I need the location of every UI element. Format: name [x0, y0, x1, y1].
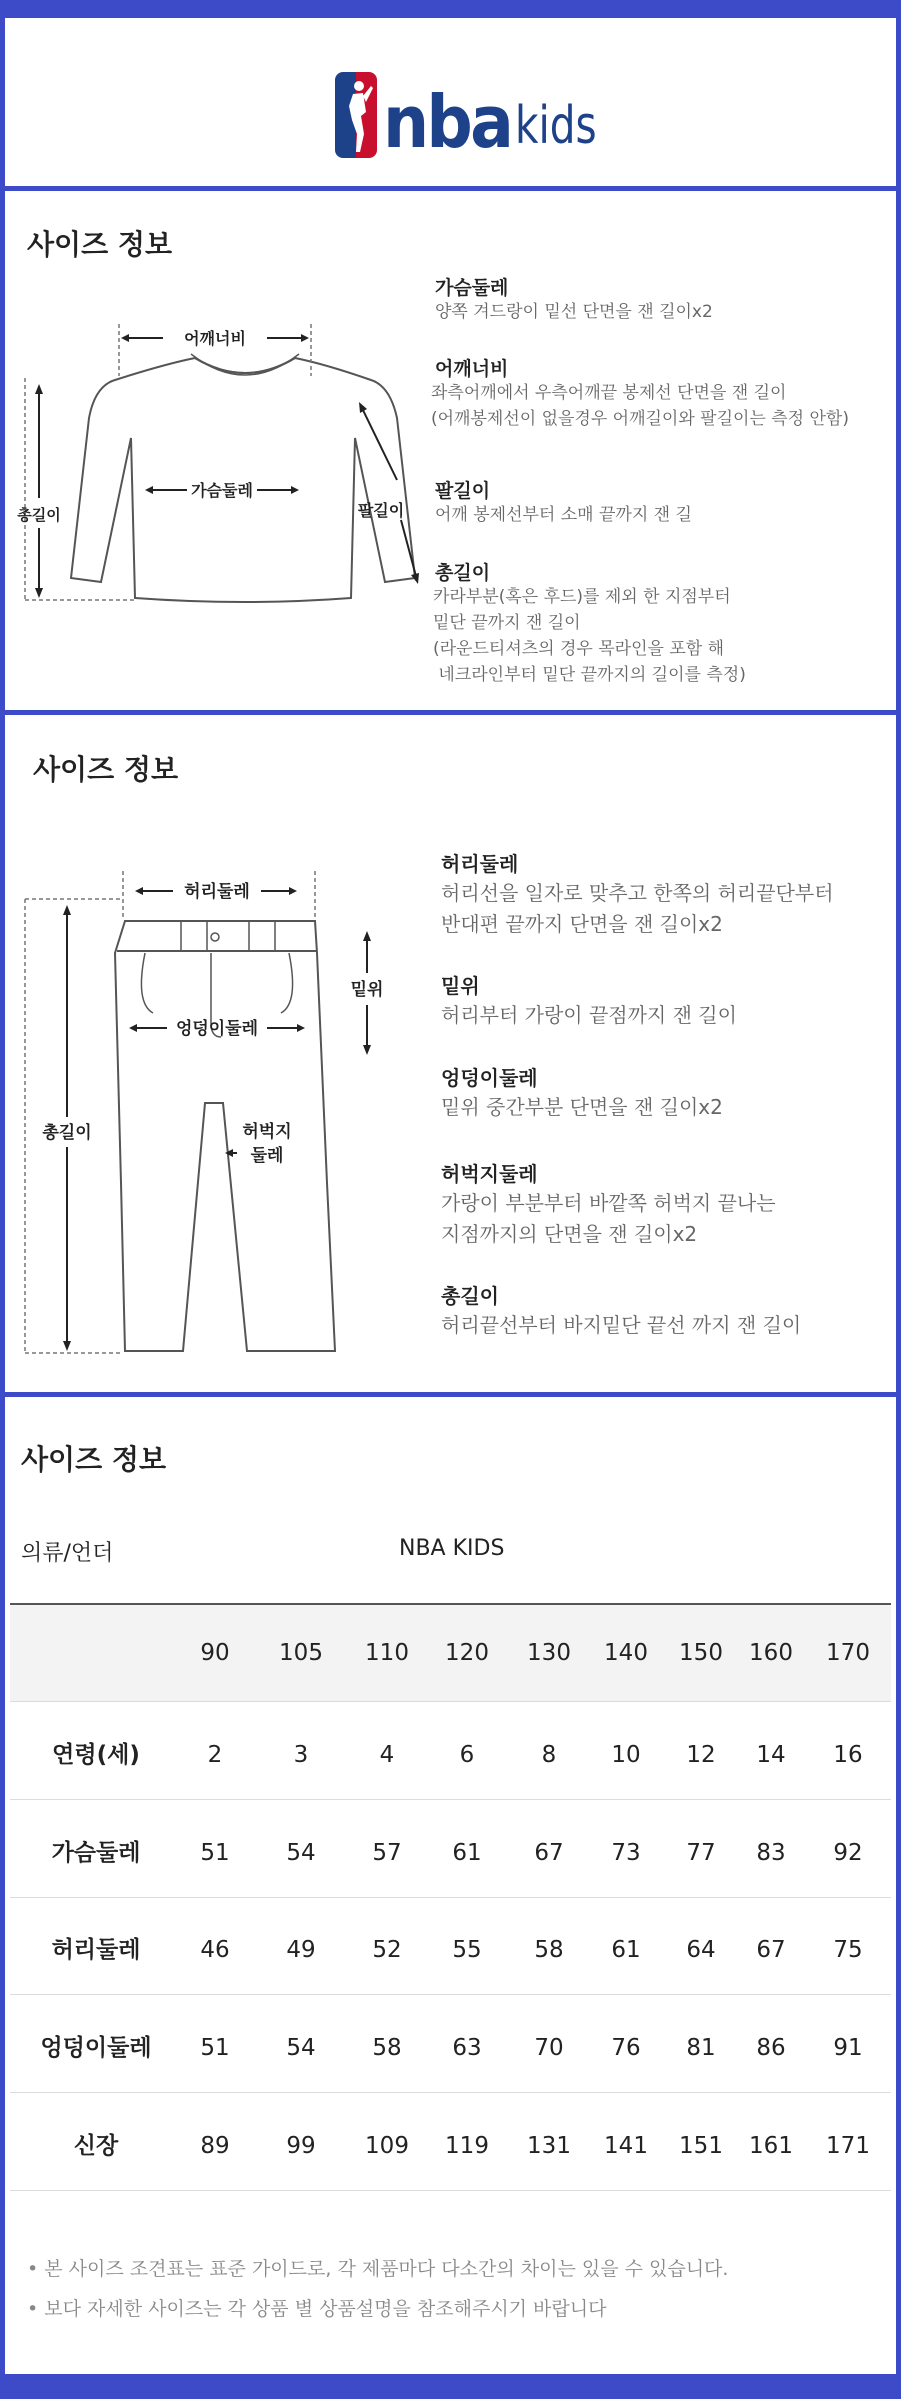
table-cell: 58	[534, 1937, 564, 1963]
section-divider	[5, 1392, 896, 1397]
bottom-item-title: 총길이	[441, 1284, 499, 1308]
table-cell: 57	[372, 1840, 402, 1866]
table-cell: 46	[200, 1937, 230, 1963]
table-cell: 70	[534, 2035, 564, 2061]
bottom-item-text: 밑위 중간부분 단면을 잰 길이x2	[441, 1095, 723, 1119]
table-cell: 3	[293, 1742, 309, 1768]
nba-logo-mark-icon	[335, 72, 377, 158]
table-row-label: 신장	[73, 2133, 119, 2159]
top-item-text: 어깨 봉제선부터 소매 끝까지 잰 길	[435, 505, 692, 525]
table-cell: 52	[372, 1937, 402, 1963]
table-cell: 75	[833, 1937, 863, 1963]
table-cell: 131	[527, 2133, 571, 2159]
table-note: • 본 사이즈 조견표는 표준 가이드로, 각 제품마다 다소간의 차이는 있을 수 있습니다.	[27, 2258, 729, 2280]
label-rise: 밑위	[350, 980, 384, 1000]
tshirt-shape	[71, 358, 415, 602]
table-cell: 67	[534, 1840, 564, 1866]
table-cell: 86	[756, 2035, 786, 2061]
table-cell: 109	[365, 2133, 409, 2159]
table-cell: 51	[200, 1840, 230, 1866]
bottom-item-title: 허벅지둘레	[441, 1162, 538, 1186]
bottom-section-title: 사이즈 정보	[33, 753, 178, 786]
table-cell: 92	[833, 1840, 863, 1866]
bottom-item-title: 밑위	[441, 974, 480, 998]
table-row-divider	[10, 2092, 891, 2093]
label-total-length: 총길이	[17, 506, 61, 524]
table-cell: 64	[686, 1937, 716, 1963]
table-cell: 81	[686, 2035, 716, 2061]
table-cell: 77	[686, 1840, 716, 1866]
pants-shape	[115, 921, 335, 1351]
bottom-item-text: 허리선을 일자로 맞추고 한쪽의 허리끝단부터 반대편 끝까지 단면을 잰 길이x2	[441, 881, 834, 936]
table-cell: 141	[604, 2133, 648, 2159]
label-pants-total: 총길이	[42, 1123, 92, 1143]
bottom-item-text: 허리끝선부터 바지밑단 끝선 까지 잰 길이	[441, 1313, 802, 1337]
table-cell: 67	[756, 1937, 786, 1963]
top-item-text: 카라부분(혹은 후드)를 제외 한 지점부터 밑단 끝까지 잰 길이 (라운드티셔츠의 경우 목라인을 포함 해 네크라인부터 밑단 끝까지의 길이를 측정)	[433, 587, 746, 685]
table-cell: 51	[200, 2035, 230, 2061]
table-cell: 16	[833, 1742, 863, 1768]
table-row-label: 연령(세)	[52, 1742, 140, 1768]
table-cell: 54	[286, 1840, 316, 1866]
size-header-cell: 130	[527, 1640, 571, 1666]
table-cell: 99	[286, 2133, 316, 2159]
bottom-item-title: 엉덩이둘레	[441, 1066, 538, 1090]
size-header-cell: 110	[365, 1640, 409, 1666]
table-row-divider	[10, 1799, 891, 1800]
size-header-cell: 140	[604, 1640, 648, 1666]
size-header-cell: 120	[445, 1640, 489, 1666]
table-row-label: 엉덩이둘레	[40, 2035, 152, 2061]
table-cell: 151	[679, 2133, 723, 2159]
size-header-cell: 150	[679, 1640, 723, 1666]
table-cell: 6	[459, 1742, 475, 1768]
label-thigh-1: 허벅지	[242, 1122, 292, 1142]
size-header-cell: 105	[279, 1640, 323, 1666]
table-row-divider	[10, 1994, 891, 1995]
table-row-divider	[10, 1701, 891, 1702]
table-section-title: 사이즈 정보	[21, 1443, 166, 1476]
logo-text-nba: nba	[383, 80, 512, 164]
size-header-cell: 170	[826, 1640, 870, 1666]
table-cell: 49	[286, 1937, 316, 1963]
table-cell: 76	[611, 2035, 641, 2061]
label-shoulder: 어깨너비	[184, 329, 246, 348]
top-garment-diagram	[5, 288, 425, 648]
table-cell: 83	[756, 1840, 786, 1866]
top-item-title: 총길이	[435, 562, 491, 584]
table-cell: 4	[379, 1742, 395, 1768]
table-cell: 89	[200, 2133, 230, 2159]
top-item-title: 팔길이	[435, 480, 491, 502]
table-cell: 73	[611, 1840, 641, 1866]
table-cell: 8	[541, 1742, 557, 1768]
nba-kids-logo	[335, 54, 620, 164]
table-cell: 55	[452, 1937, 482, 1963]
top-item-text: 좌측어깨에서 우측어깨끝 봉제선 단면을 잰 길이 (어깨봉제선이 없을경우 어깨길이와 팔길이는 측정 안함)	[431, 383, 849, 429]
size-header-cell: 160	[749, 1640, 793, 1666]
table-row-divider	[10, 1897, 891, 1898]
table-cell: 58	[372, 2035, 402, 2061]
page-frame	[5, 18, 896, 2374]
table-cell: 14	[756, 1742, 786, 1768]
table-cell: 10	[611, 1742, 641, 1768]
top-item-title: 가슴둘레	[435, 277, 509, 299]
bottom-item-title: 허리둘레	[441, 852, 519, 876]
label-chest: 가슴둘레	[191, 481, 253, 500]
table-cell: 63	[452, 2035, 482, 2061]
logo-text-kids: kids	[515, 96, 598, 156]
bottom-garment-diagram	[5, 853, 425, 1363]
bottom-item-text: 가랑이 부분부터 바깥쪽 허벅지 끝나는 지점까지의 단면을 잰 길이x2	[441, 1191, 776, 1246]
table-row-label: 가슴둘레	[51, 1840, 141, 1866]
table-cell: 161	[749, 2133, 793, 2159]
section-divider	[5, 710, 896, 715]
table-cell: 91	[833, 2035, 863, 2061]
top-item-title: 어깨너비	[435, 358, 509, 380]
table-cell: 61	[611, 1937, 641, 1963]
label-hip: 엉덩이둘레	[175, 1019, 259, 1039]
bottom-item-text: 허리부터 가랑이 끝점까지 잰 길이	[441, 1003, 737, 1027]
table-col1-header: 의류/언더	[21, 1541, 114, 1566]
table-cell: 61	[452, 1840, 482, 1866]
table-row-divider	[10, 2190, 891, 2191]
label-waist: 허리둘레	[184, 882, 250, 902]
table-cell: 2	[207, 1742, 223, 1768]
top-section-title: 사이즈 정보	[27, 228, 172, 261]
top-item-text: 양쪽 겨드랑이 밑선 단면을 잰 길이x2	[435, 302, 713, 322]
table-cell: 171	[826, 2133, 870, 2159]
label-thigh-2: 둘레	[250, 1146, 284, 1166]
table-cell: 119	[445, 2133, 489, 2159]
section-divider	[5, 186, 896, 191]
table-row-label: 허리둘레	[51, 1937, 141, 1963]
table-note: • 보다 자세한 사이즈는 각 상품 별 상품설명을 참조해주시기 바랍니다	[27, 2298, 607, 2320]
label-sleeve: 팔길이	[357, 501, 405, 520]
table-brand-header: NBA KIDS	[399, 1536, 505, 1561]
size-header-cell: 90	[200, 1640, 230, 1666]
table-cell: 12	[686, 1742, 716, 1768]
table-cell: 54	[286, 2035, 316, 2061]
